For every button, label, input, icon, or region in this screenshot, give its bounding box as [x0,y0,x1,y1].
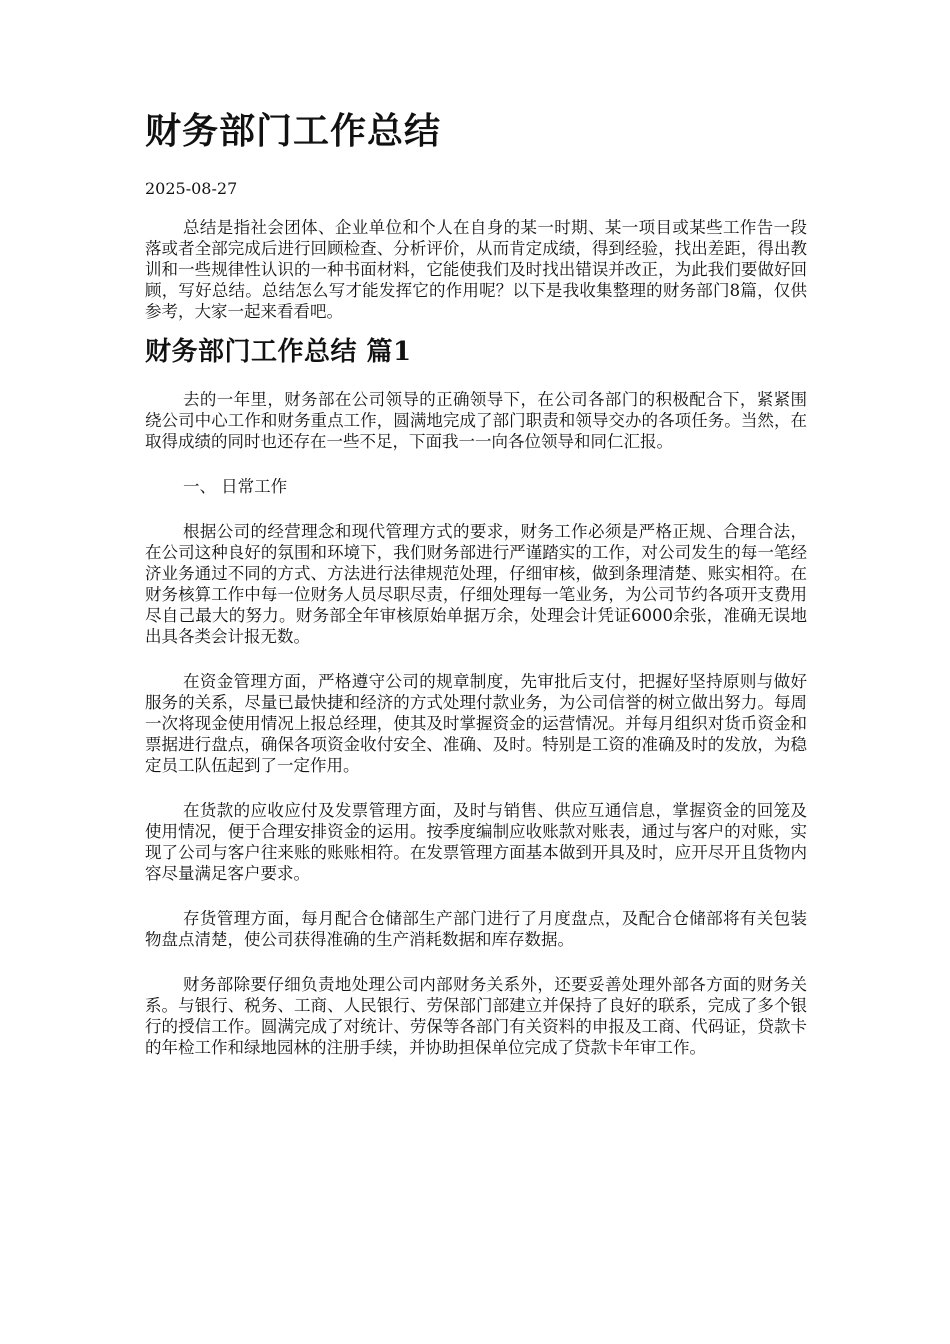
subsection-heading: 一、 日常工作 [182,476,288,496]
body-paragraph-2: 根据公司的经营理念和现代管理方式的要求，财务工作必须是严格正规、合理合法，在公司这种良好的氛围和环境下，我们财务部进行严谨踏实的工作，对公司发生的每一笔经济业务通过不同的方式、方法进行法律规范处理，仔细审核，做到条理清楚、账实相符。在财务核算工作中每一位财务人员尽职尽责，仔细处理每一笔业务，为公司节约各项开支费用尽自己最大的努力。财务部全年审核原始单据万余，处理会计凭证6000余张，准确无误地出具各类会计报无数。 [145,521,807,646]
section-heading: 财务部门工作总结 篇1 [145,337,412,368]
document-date: 2025-08-27 [145,179,238,199]
document-title: 财务部门工作总结 [145,110,442,152]
intro-paragraph: 总结是指社会团体、企业单位和个人在自身的某一时期、某一项目或某些工作告一段落或者全部完成后进行回顾检查、分析评价，从而肯定成绩，得到经验，找出差距，得出教训和一些规律性认识的一种书面材料，它能使我们及时找出错误并改正，为此我们要做好回顾，写好总结。总结怎么写才能发挥它的作用呢？以下是我收集整理的财务部门8篇，仅供参考，大家一起来看看吧。 [145,218,807,322]
body-paragraph-4: 在货款的应收应付及发票管理方面，及时与销售、供应互通信息，掌握资金的回笼及使用情况，便于合理安排资金的运用。按季度编制应收账款对账表，通过与客户的对账，实现了公司与客户往来账的账账相符。在发票管理方面基本做到开具及时，应开尽开且货物内容尽量满足客户要求。 [145,800,807,883]
body-paragraph-3: 在资金管理方面，严格遵守公司的规章制度，先审批后支付，把握好坚持原则与做好服务的关系，尽量已最快捷和经济的方式处理付款业务，为公司信誉的树立做出努力。每周一次将现金使用情况上报总经理，使其及时掌握资金的运营情况。并每月组织对货币资金和票据进行盘点，确保各项资金收付安全、准确、及时。特别是工资的准确及时的发放，为稳定员工队伍起到了一定作用。 [145,671,807,775]
body-paragraph-6: 财务部除要仔细负责地处理公司内部财务关系外，还要妥善处理外部各方面的财务关系。与银行、税务、工商、人民银行、劳保部门部建立并保持了良好的联系，完成了多个银行的授信工作。圆满完成了对统计、劳保等各部门有关资料的申报及工商、代码证，贷款卡的年检工作和绿地园林的注册手续，并协助担保单位完成了贷款卡年审工作。 [145,974,807,1057]
body-paragraph-5: 存货管理方面，每月配合仓储部生产部门进行了月度盘点，及配合仓储部将有关包装物盘点清楚，使公司获得准确的生产消耗数据和库存数据。 [145,908,807,949]
document-page [145,110,807,1082]
body-paragraph-1: 去的一年里，财务部在公司领导的正确领导下，在公司各部门的积极配合下，紧紧围绕公司中心工作和财务重点工作，圆满地完成了部门职责和领导交办的各项任务。当然，在取得成绩的同时也还存在一些不足，下面我一一向各位领导和同仁汇报。 [145,389,807,451]
